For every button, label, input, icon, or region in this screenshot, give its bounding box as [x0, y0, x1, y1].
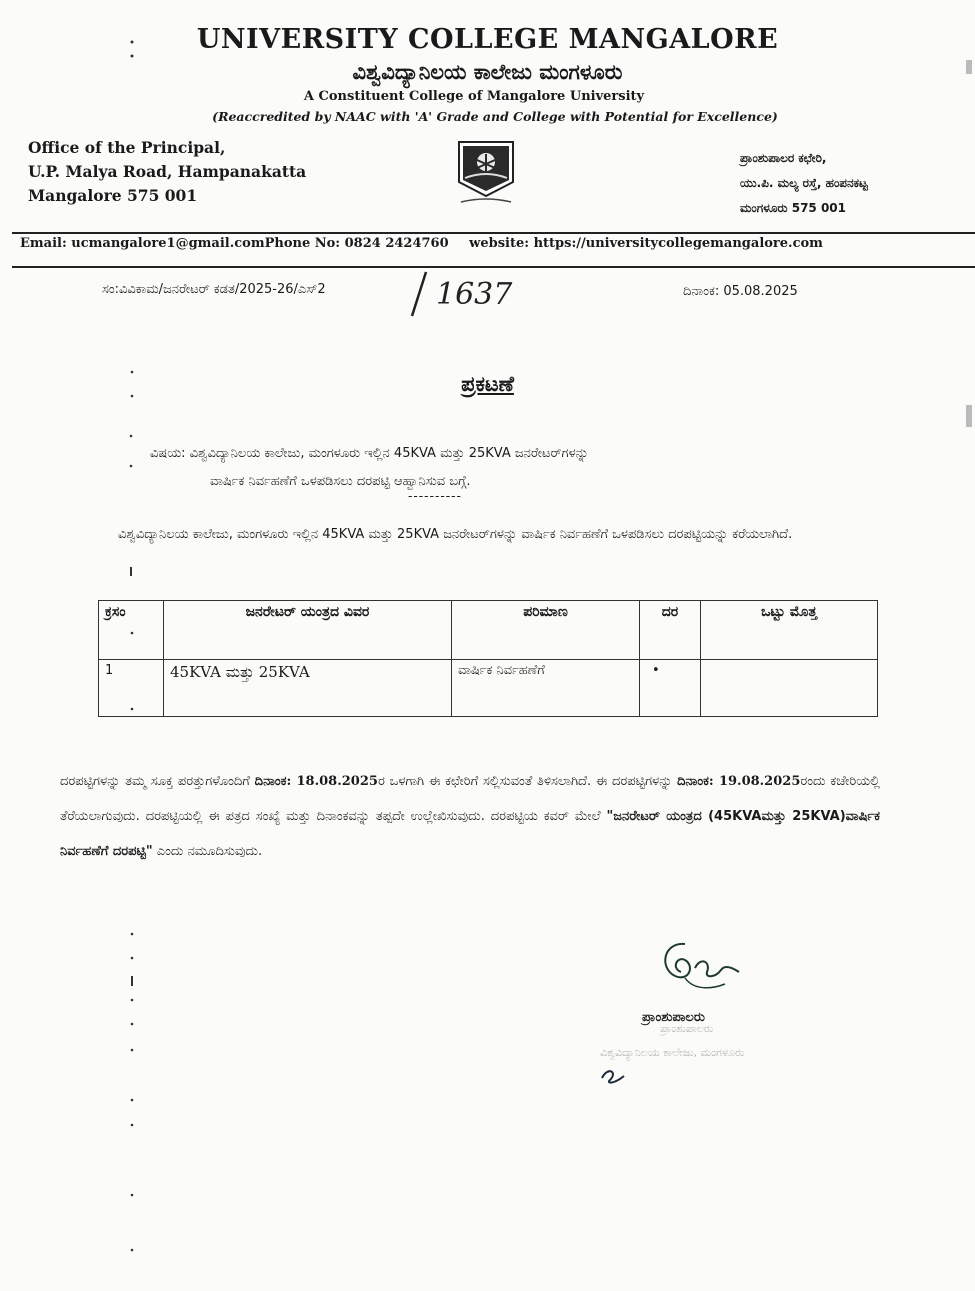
accreditation-line: (Reaccredited by NAAC with 'A' Grade and College with Potential for Excellence): [212, 109, 778, 124]
opening-date: ದಿನಾಂಕ: 19.08.2025: [677, 774, 801, 789]
quotation-table: [98, 600, 878, 717]
office-address-kannada: [740, 146, 868, 221]
stamp-line-2: ವಿಶ್ವವಿದ್ಯಾನಿಲಯ ಕಾಲೇಜು, ಮಂಗಳೂರು: [600, 1046, 745, 1059]
principal-signature: [655, 938, 750, 1008]
office-seal-stamp: [600, 1018, 880, 1088]
cell-serial: 1: [99, 660, 164, 717]
office-kn-line-1: ಪ್ರಾಂಶುಪಾಲರ ಕಛೇರಿ,: [740, 151, 827, 165]
cell-generator-details: 45KVA ಮತ್ತು 25KVA: [164, 660, 452, 717]
email-phone: Email: ucmangalore1@gmail.comPhone No: 0824 2424760: [20, 236, 449, 251]
stamp-line-1: ಪ್ರಾಂಶುಪಾಲರು: [660, 1022, 714, 1035]
office-line-1: Office of the Principal,: [28, 138, 226, 157]
instr-part-3: ರಂದು ಕಚೇರಿಯಲ್ಲಿ ತೆರೆಯಲಾಗುವುದು. ದರಪಟ್ಟಿಯಲ್ಲಿ ಈ ಪತ್ರದ ಸಂಖ್ಯೆ ಮತ್ತು ದಿನಾಂಕವನ್ನು ತಪ್ಪದೇ ಉಲ್ಲೇಖಿಸುವುದು. ದರಪಟ್ಟಿಯ ಕವರ್ ಮೇಲೆ: [60, 774, 880, 824]
col-rate: ದರ: [640, 601, 701, 660]
subject: [150, 440, 850, 496]
website: website: https://universitycollegemangalore.com: [469, 236, 823, 251]
col-generator-details: ಜನರೇಟರ್ ಯಂತ್ರದ ವಿವರ: [164, 601, 452, 660]
cell-quantity: ವಾರ್ಷಿಕ ನಿರ್ವಹಣೆಗೆ: [452, 660, 640, 717]
subject-line-2: ವಾರ್ಷಿಕ ನಿರ್ವಹಣೆಗೆ ಒಳಪಡಿಸಲು ದರಪಟ್ಟಿ ಆಹ್ವಾನಿಸುವ ಬಗ್ಗೆ.: [210, 474, 471, 489]
handwritten-number-text: 1637: [436, 277, 513, 312]
principal-title: ಪ್ರಾಂಶುಪಾಲರು: [642, 1010, 705, 1025]
col-total-amount: ಒಟ್ಟು ಮೊತ್ತ: [701, 601, 878, 660]
office-kn-line-3: ಮಂಗಳೂರು 575 001: [740, 201, 847, 215]
submission-date: ದಿನಾಂಕ: 18.08.2025: [254, 774, 378, 789]
college-emblem-logo: [453, 138, 519, 208]
subject-line-1: ವಿಷಯ: ವಿಶ್ವವಿದ್ಯಾನಿಲಯ ಕಾಲೇಜು, ಮಂಗಳೂರು ಇಲ್ಲಿನ 45KVA ಮತ್ತು 25KVA ಜನರೇಟರ್‌ಗಳನ್ನು: [150, 446, 589, 461]
reference-number: ಸಂ:ವಿವಿಕಾಮ/ಜನರೇಟರ್ ಕಡತ/2025-26/ಎಸ್2: [102, 282, 326, 297]
instr-part-1: ದರಪಟ್ಟಿಗಳನ್ನು ತಮ್ಮ ಸೂಕ್ತ ಪರತ್ತುಗಳೊಂದಿಗೆ: [60, 774, 255, 789]
office-line-2: U.P. Malya Road, Hampanakatta: [28, 162, 307, 181]
instructions-paragraph: [60, 764, 880, 869]
notice-date: ದಿನಾಂಕ: 05.08.2025: [683, 284, 798, 299]
notice-body: ವಿಶ್ವವಿದ್ಯಾನಿಲಯ ಕಾಲೇಜು, ಮಂಗಳೂರು ಇಲ್ಲಿನ 45KVA ಮತ್ತು 25KVA ಜನರೇಟರ್‌ಗಳನ್ನು ವಾರ್ಷಿಕ ನಿರ್ವಹಣೆಗೆ ಒಳಪಡಿಸಲು ದರಪಟ್ಟಿಯನ್ನು ಕರೆಯಲಾಗಿದೆ.: [118, 527, 793, 542]
separator: ----------: [408, 489, 462, 504]
margin-scan-dots: [128, 0, 138, 1291]
col-serial: ಕ್ರಸಂ: [99, 601, 164, 660]
notice-heading: ಪ್ರಕಟಣೆ: [461, 372, 514, 396]
cover-label: "ಜನರೇಟರ್ ಯಂತ್ರದ (45KVAಮತ್ತು 25KVA)ವಾರ್ಷಿಕ ನಿರ್ವಹಣೆಗೆ ದರಪಟ್ಟಿ": [60, 809, 880, 859]
table-row: [99, 660, 878, 717]
scan-edge-mark: [966, 60, 972, 74]
contact-line: [20, 236, 823, 251]
constituent-line: A Constituent College of Mangalore University: [303, 89, 645, 104]
col-quantity: ಪರಿಮಾಣ: [452, 601, 640, 660]
cell-total-amount: [701, 660, 878, 717]
handwritten-number: [410, 268, 525, 318]
scan-edge-mark: [966, 405, 972, 427]
cell-rate: •: [640, 660, 701, 717]
instr-part-4: ಎಂದು ನಮೂದಿಸುವುದು.: [152, 844, 263, 859]
header-rule-top: [12, 232, 975, 234]
college-title-kannada: ವಿಶ್ವವಿದ್ಯಾನಿಲಯ ಕಾಲೇಜು ಮಂಗಳೂರು: [352, 60, 623, 84]
college-title: UNIVERSITY COLLEGE MANGALORE: [196, 24, 779, 55]
office-address: [28, 136, 306, 208]
office-line-3: Mangalore 575 001: [28, 186, 198, 205]
office-kn-line-2: ಯು.ಪಿ. ಮಲ್ಯ ರಸ್ತೆ, ಹಂಪನಕಟ್ಟ: [740, 176, 868, 190]
table-header-row: [99, 601, 878, 660]
instr-part-2: ರ ಒಳಗಾಗಿ ಈ ಕಛೇರಿಗೆ ಸಲ್ಲಿಸುವಂತೆ ತಿಳಿಸಲಾಗಿದೆ. ಈ ದರಪಟ್ಟಿಗಳನ್ನು: [377, 774, 678, 789]
